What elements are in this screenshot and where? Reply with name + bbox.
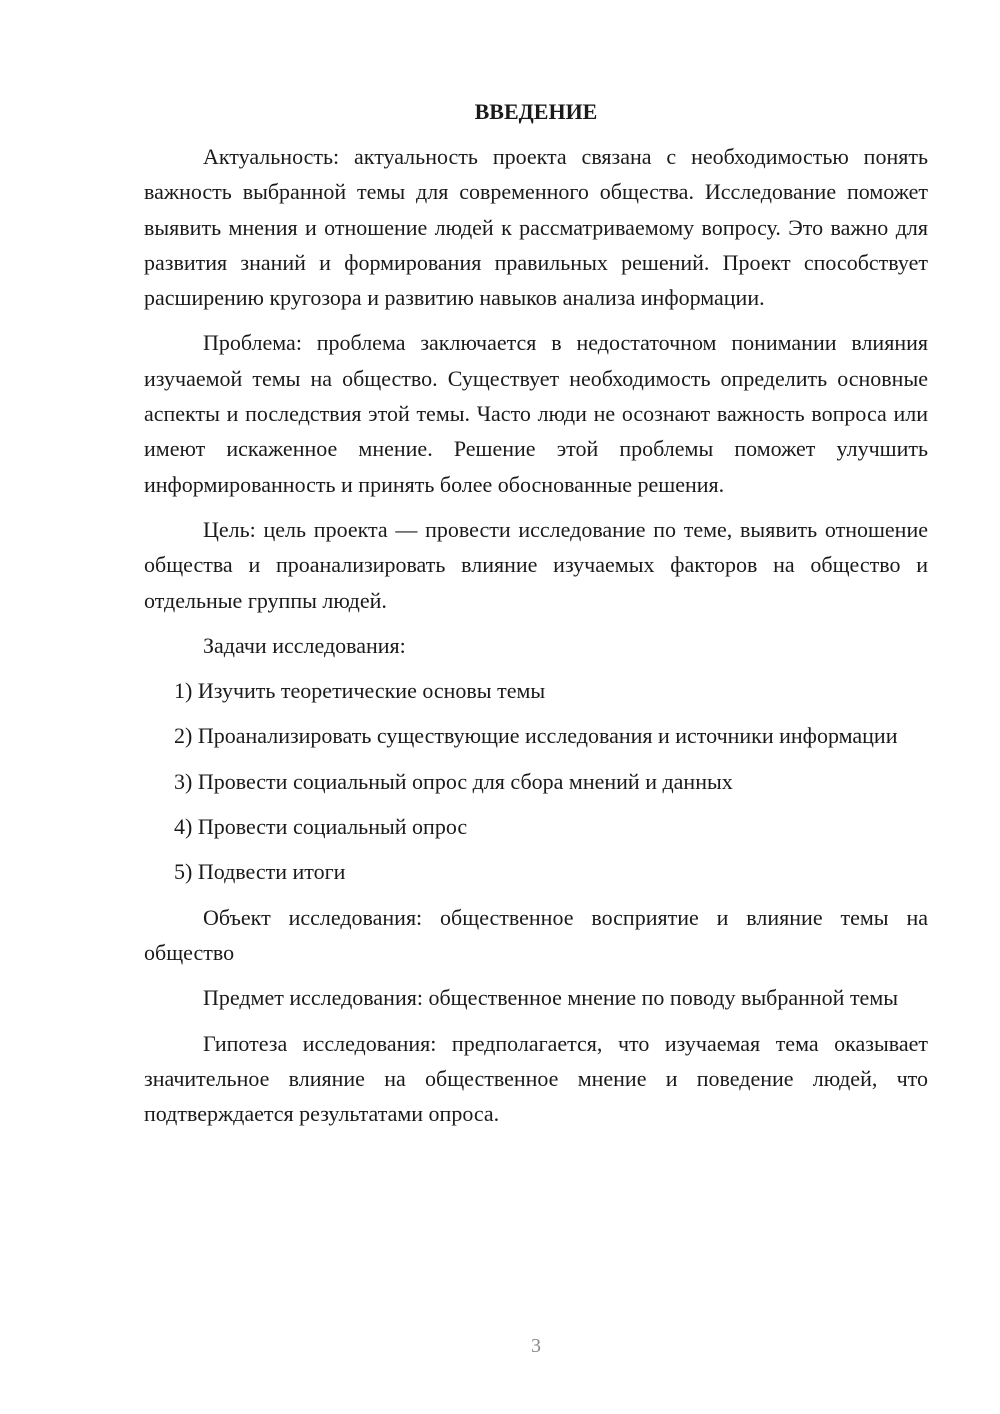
task-item: 1) Изучить теоретические основы темы xyxy=(174,678,546,704)
page-content xyxy=(144,94,928,1141)
tasks-heading: Задачи исследования: xyxy=(203,632,406,658)
task-item: 3) Провести социальный опрос для сбора мнений и данных xyxy=(174,768,733,794)
paragraph-subject: Предмет исследования: общественное мнение по поводу выбранной темы xyxy=(203,985,899,1011)
paragraph-relevance: Актуальность: актуальность проекта связана с необходимостью понять важность выбранной темы для современного общества. Исследование поможет выявить мнения и отношение людей к рассматриваемому вопросу. Это важно для развития знаний и формирования правильных решений. Проект способствует расширению кругозора и развитию навыков анализа информации. xyxy=(144,144,928,311)
paragraph-goal: Цель: цель проекта — провести исследование по теме, выявить отношение общества и проанализировать влияние изучаемых факторов на общество и отдельные группы людей. xyxy=(144,516,928,613)
paragraph-object: Объект исследования: общественное восприятие и влияние темы на общество xyxy=(144,904,928,965)
task-item: 2) Проанализировать существующие исследования и источники информации xyxy=(174,723,898,749)
paragraph-hypothesis: Гипотеза исследования: предполагается, что изучаемая тема оказывает значительное влияние на общественное мнение и поведение людей, что подтверждается результатами опроса. xyxy=(144,1030,928,1127)
page-number: 3 xyxy=(531,1335,541,1357)
task-item: 5) Подвести итоги xyxy=(174,859,346,885)
task-item: 4) Провести социальный опрос xyxy=(174,814,468,840)
paragraph-problem: Проблема: проблема заключается в недостаточном понимании влияния изучаемой темы на общество. Существует необходимость определить основные аспекты и последствия этой темы. Часто люди не осознают важность вопроса или имеют искаженное мнение. Решение этой проблемы поможет улучшить информированность и принять более обоснованные решения. xyxy=(144,330,928,497)
page-title: ВВЕДЕНИЕ xyxy=(474,99,598,124)
